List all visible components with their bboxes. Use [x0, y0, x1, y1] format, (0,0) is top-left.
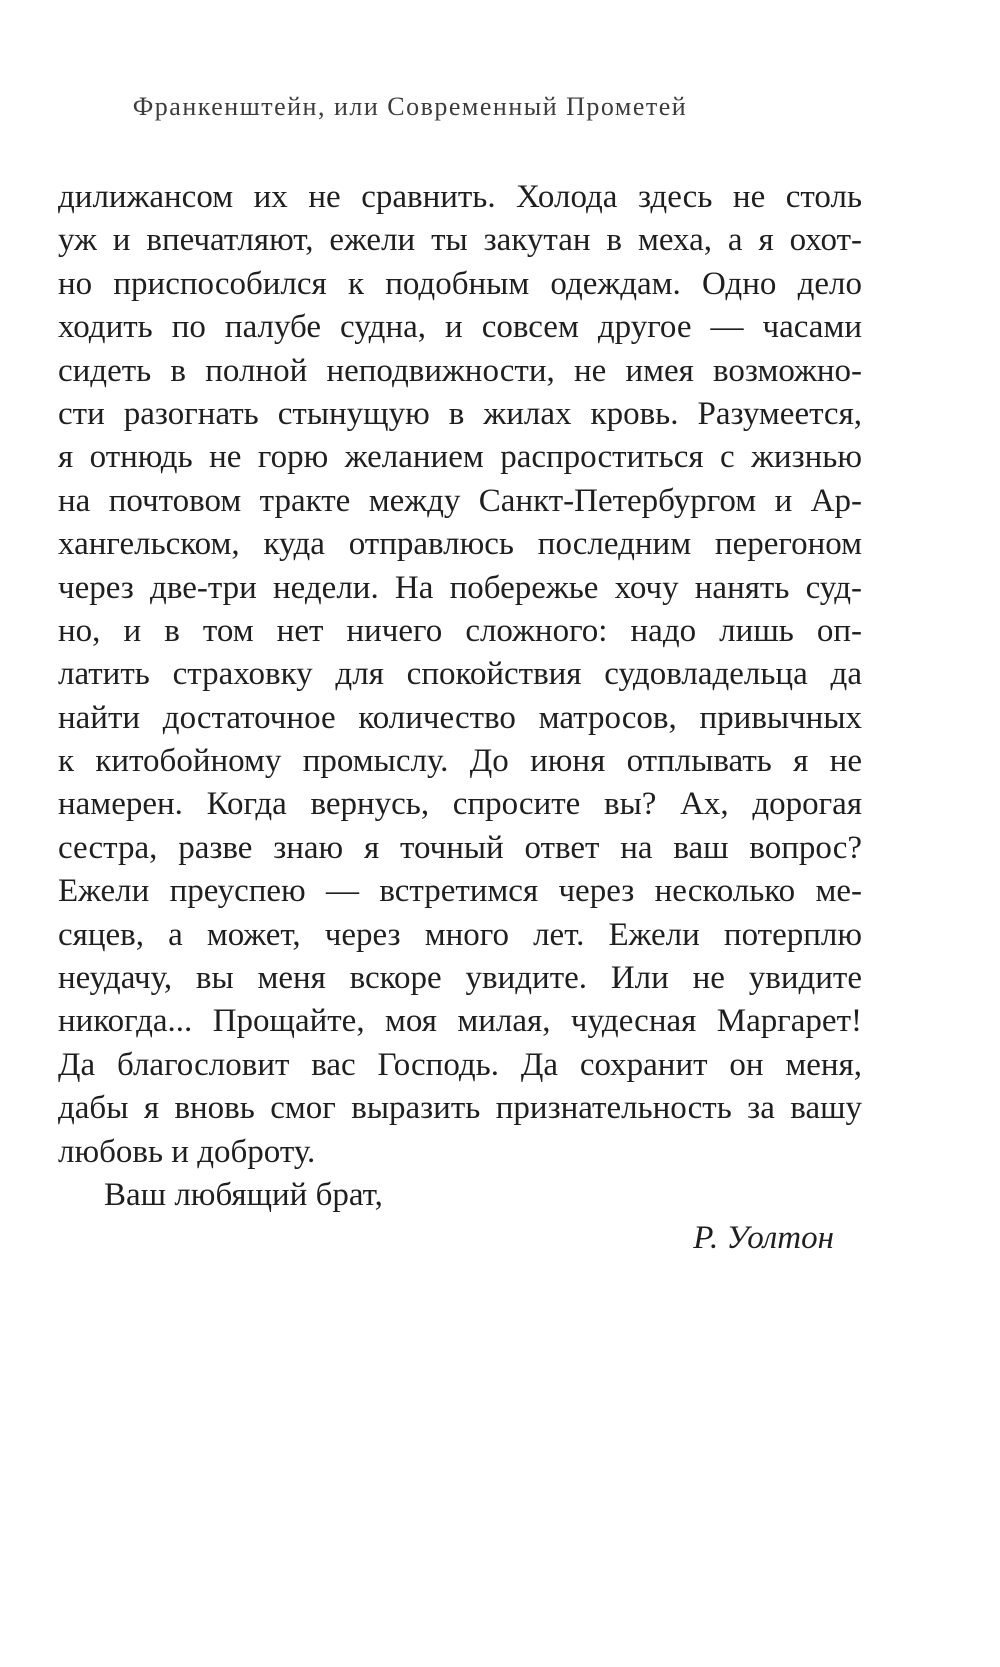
letter-closing: Ваш любящий брат,: [104, 1176, 383, 1213]
text-line: никогда... Прощайте, моя милая, чудесная Маргарет!: [58, 1003, 862, 1040]
letter-body: [58, 176, 862, 1174]
text-line: я отнюдь не горю желанием распроститься с жизнью: [58, 439, 862, 476]
letter-signature: Р. Уолтон: [693, 1220, 834, 1257]
text-line: Ежели преуспею — встретимся через несколько ме-: [58, 873, 862, 910]
text-line: намерен. Когда вернусь, спросите вы? Ах, дорогая: [58, 786, 862, 823]
text-line: Да благословит вас Господь. Да сохранит он меня,: [58, 1046, 862, 1083]
text-line: дилижансом их не сравнить. Холода здесь не столь: [58, 179, 862, 215]
text-line: но приспособился к подобным одеждам. Одно дело: [58, 265, 862, 302]
text-line: любовь и доброту.: [58, 1133, 316, 1170]
letter-text: [58, 176, 862, 1261]
text-line: сти разогнать стынущую в жилах кровь. Разумеется,: [58, 395, 862, 432]
text-line: через две-три недели. На побережье хочу нанять суд-: [58, 569, 862, 606]
text-line: к китобойному промыслу. До июня отплывать я не: [58, 743, 862, 780]
text-line: но, и в том нет ничего сложного: надо лишь оп-: [58, 612, 862, 649]
running-header: Франкенштейн, или Современный Прометей: [132, 92, 688, 121]
text-line: латить страховку для спокойствия судовладельца да: [58, 656, 862, 693]
text-line: на почтовом тракте между Санкт-Петербургом и Ар-: [58, 482, 862, 519]
text-line: сяцев, а может, через много лет. Ежели потерплю: [58, 916, 862, 953]
text-line: сидеть в полной неподвижности, не имея возможно-: [58, 352, 862, 389]
text-line: хангельском, куда отправлюсь последним перегоном: [58, 526, 862, 563]
text-line: уж и впечатляют, ежели ты закутан в меха, а я охот-: [58, 222, 862, 259]
text-line: сестра, разве знаю я точный ответ на ваш вопрос?: [58, 829, 862, 866]
text-line: найти достаточное количество матросов, привычных: [58, 699, 862, 736]
text-line: дабы я вновь смог выразить признательность за вашу: [58, 1090, 862, 1127]
text-line: неудачу, вы меня вскоре увидите. Или не увидите: [58, 960, 862, 997]
text-line: ходить по палубе судна, и совсем другое — часами: [58, 309, 862, 346]
